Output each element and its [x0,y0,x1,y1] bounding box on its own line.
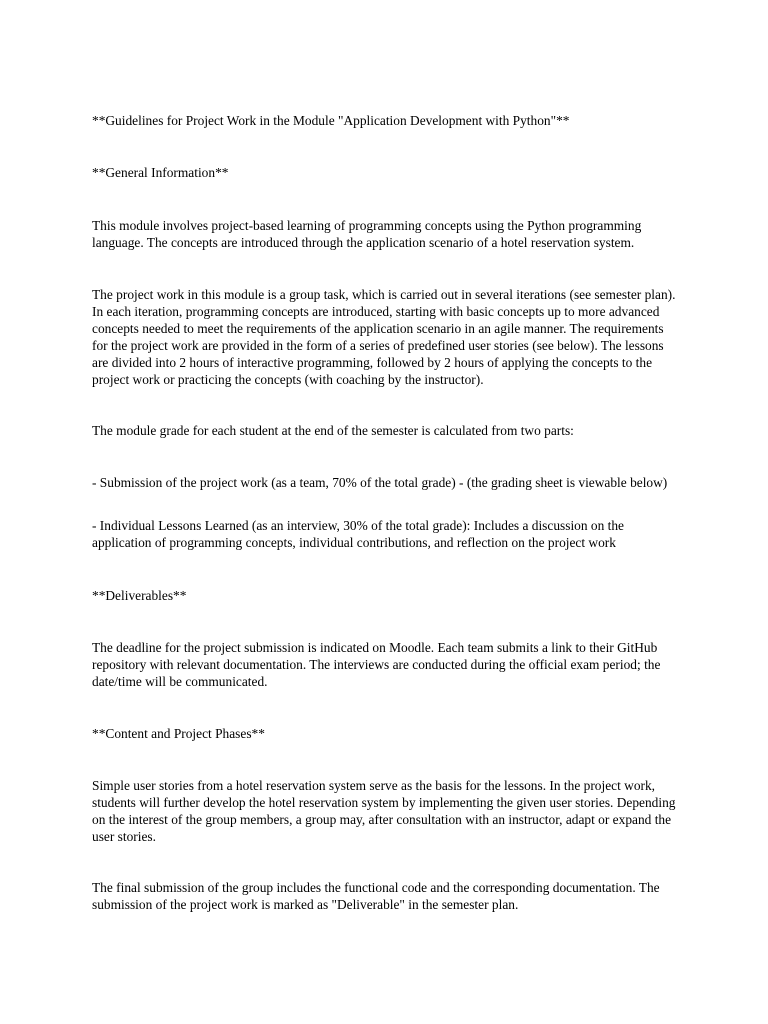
heading-general-information: **General Information** [92,165,229,180]
paragraph-grade-intro: The module grade for each student at the end of the semester is calculated from two parts: [92,423,574,438]
paragraph-project-work: The project work in this module is a group task, which is carried out in several iterations (see semester plan). In each iteration, programming concepts are introduced, starting with basic concepts up to more advanced concepts needed to meet the requirements of the application scenario in an agile manner. The requirements for the project work are provided in the form of a series of predefined user stories (see below). The lessons are divided into 2 hours of interactive programming, followed by 2 hours of applying the concepts to the project work or practicing the concepts (with coaching by the instructor). [92,287,676,387]
paragraph-general-intro: This module involves project-based learning of programming concepts using the Python programming language. The concepts are introduced through the application scenario of a hotel reservation system. [92,218,642,250]
heading-content-phases: **Content and Project Phases** [92,726,265,741]
paragraph-user-stories: Simple user stories from a hotel reservation system serve as the basis for the lessons. In the project work, students will further develop the hotel reservation system by implementing the given user stories. Depending on the interest of the group members, a group may, after consultation with an instructor, adapt or expand the user stories. [92,778,676,844]
paragraph-final-submission: The final submission of the group includes the functional code and the corresponding documentation. The submission of the project work is marked as "Deliverable" in the semester plan. [92,880,660,912]
paragraph-deliverables: The deadline for the project submission is indicated on Moodle. Each team submits a link to their GitHub repository with relevant documentation. The interviews are conducted during the official exam period; the date/time will be communicated. [92,640,661,689]
list-item-lessons-learned: - Individual Lessons Learned (as an interview, 30% of the total grade): Includes a discussion on the application of programming concepts, individual contributions, and reflection on the project work [92,518,624,550]
list-item-submission: - Submission of the project work (as a team, 70% of the total grade) - (the grading sheet is viewable below) [92,475,668,490]
document-title: **Guidelines for Project Work in the Module "Application Development with Python"** [92,113,570,128]
heading-deliverables: **Deliverables** [92,588,187,603]
